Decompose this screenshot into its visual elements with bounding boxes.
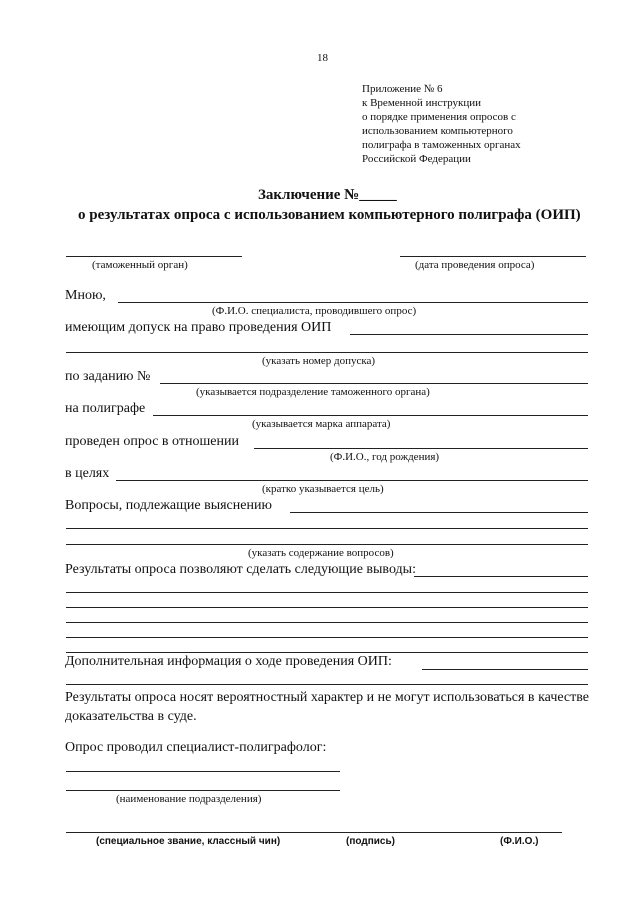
results-line-6[interactable] bbox=[66, 652, 588, 653]
permit-number-caption: (указать номер допуска) bbox=[262, 355, 376, 367]
questions-line-3[interactable] bbox=[66, 544, 588, 545]
permit-line[interactable] bbox=[350, 334, 588, 335]
by-me-label: Мною, bbox=[65, 288, 106, 303]
questions-line[interactable] bbox=[290, 512, 588, 513]
appendix-line: использованием компьютерного bbox=[362, 125, 513, 137]
customs-body-line[interactable] bbox=[66, 256, 242, 257]
appendix-line: к Временной инструкции bbox=[362, 97, 482, 109]
specialist-fio-line[interactable] bbox=[118, 302, 588, 303]
department-caption: (указывается подразделение таможенного органа) bbox=[196, 386, 430, 398]
results-line-3[interactable] bbox=[66, 607, 588, 608]
purpose-label: в целях bbox=[65, 466, 110, 481]
conducted-label: проведен опрос в отношении bbox=[65, 434, 239, 449]
conducted-by-label: Опрос проводил специалист-полиграфолог: bbox=[65, 740, 327, 755]
signature-caption: (подпись) bbox=[346, 836, 395, 847]
device-brand-caption: (указывается марка аппарата) bbox=[252, 418, 391, 430]
results-line[interactable] bbox=[414, 576, 588, 577]
purpose-line[interactable] bbox=[116, 480, 588, 481]
appendix-block bbox=[362, 82, 521, 166]
purpose-caption: (кратко указывается цель) bbox=[262, 483, 384, 495]
results-line-4[interactable] bbox=[66, 622, 588, 623]
subject-fio-caption: (Ф.И.О., год рождения) bbox=[330, 451, 440, 463]
permit-line-2[interactable] bbox=[66, 352, 588, 353]
results-label: Результаты опроса позволяют сделать следующие выводы: bbox=[65, 562, 416, 577]
questions-line-2[interactable] bbox=[66, 528, 588, 529]
appendix-line: Российской Федерации bbox=[362, 153, 471, 165]
specialist-line-2[interactable] bbox=[66, 790, 340, 791]
questions-caption: (указать содержание вопросов) bbox=[248, 547, 394, 559]
additional-line[interactable] bbox=[422, 669, 588, 670]
rank-caption: (специальное звание, классный чин) bbox=[96, 836, 281, 847]
conclusion-subtitle: о результатах опроса с использованием компьютерного полиграфа (ОИП) bbox=[78, 207, 581, 223]
permit-label: имеющим допуск на право проведения ОИП bbox=[65, 320, 332, 335]
questions-label: Вопросы, подлежащие выяснению bbox=[65, 498, 272, 513]
conclusion-title: Заключение №_____ bbox=[258, 187, 397, 203]
polygraph-line[interactable] bbox=[153, 415, 588, 416]
signature-row-line[interactable] bbox=[66, 832, 562, 833]
appendix-line: о порядке применения опросов с bbox=[362, 111, 516, 123]
customs-body-caption: (таможенный орган) bbox=[92, 259, 188, 271]
subject-fio-line[interactable] bbox=[254, 448, 588, 449]
specialist-line-1[interactable] bbox=[66, 771, 340, 772]
additional-line-2[interactable] bbox=[66, 684, 588, 685]
survey-date-line[interactable] bbox=[400, 256, 586, 257]
fio-caption: (Ф.И.О.) bbox=[500, 836, 539, 847]
task-label: по заданию № bbox=[65, 369, 151, 384]
polygraph-label: на полиграфе bbox=[65, 401, 146, 416]
unit-name-caption: (наименование подразделения) bbox=[116, 793, 262, 805]
appendix-line: полиграфа в таможенных органах bbox=[362, 139, 521, 151]
survey-date-caption: (дата проведения опроса) bbox=[415, 259, 535, 271]
disclaimer-text: Результаты опроса носят вероятностный характер и не могут использоваться в качестве доказательства в суде. bbox=[65, 690, 589, 724]
task-line[interactable] bbox=[160, 383, 588, 384]
specialist-fio-caption: (Ф.И.О. специалиста, проводившего опрос) bbox=[212, 305, 417, 317]
additional-label: Дополнительная информация о ходе проведения ОИП: bbox=[65, 654, 392, 669]
page-number: 18 bbox=[317, 52, 328, 64]
results-line-2[interactable] bbox=[66, 592, 588, 593]
appendix-line: Приложение № 6 bbox=[362, 83, 443, 95]
results-line-5[interactable] bbox=[66, 637, 588, 638]
